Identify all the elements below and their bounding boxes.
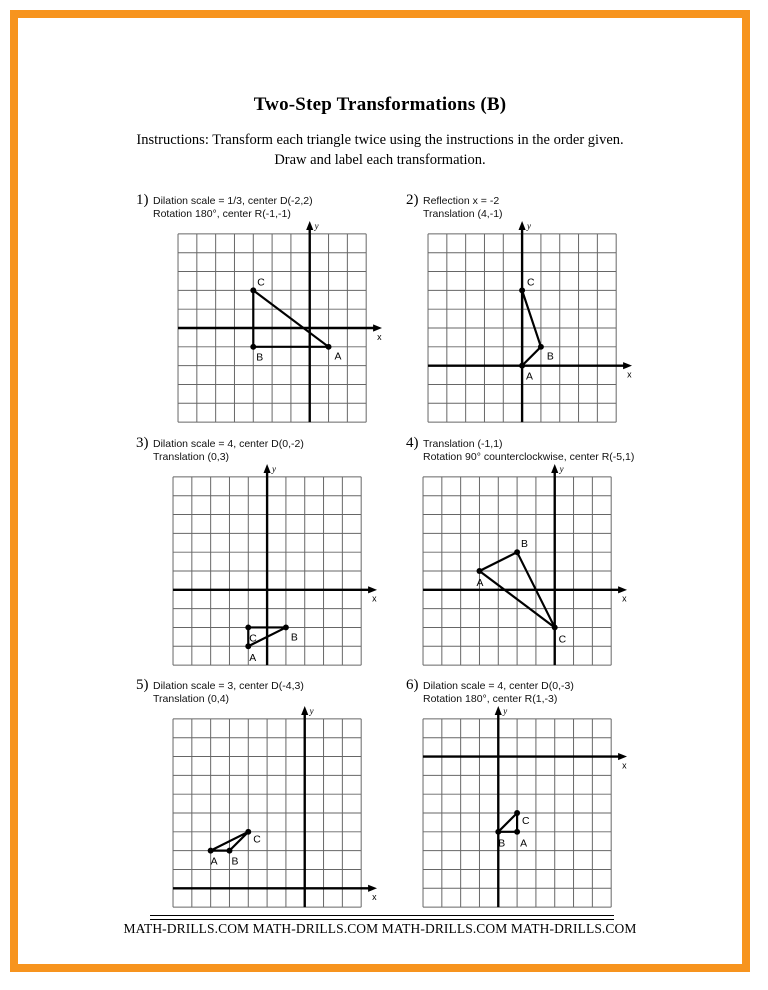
vertex-point-a — [514, 829, 520, 835]
vertex-point-b — [283, 624, 289, 630]
problem-2-number: 2) — [406, 192, 419, 208]
footer-divider-thin — [150, 919, 614, 920]
vertex-label-b: B — [290, 632, 298, 644]
problem-4-step-1: Translation (-1,1) — [423, 438, 503, 450]
x-axis-arrow-icon — [618, 753, 627, 760]
vertex-label-b: B — [498, 838, 506, 850]
vertex-point-a — [326, 344, 332, 350]
y-axis-label: y — [272, 463, 277, 474]
x-axis-arrow-icon — [623, 362, 632, 369]
vertex-label-c: C — [257, 277, 265, 289]
problem-2-heading — [406, 194, 696, 226]
grid-lines — [173, 719, 361, 907]
problem-6-graph-area — [406, 705, 696, 911]
vertex-label-a: A — [249, 653, 257, 665]
vertex-point-c — [250, 287, 256, 293]
problem-1 — [136, 194, 426, 426]
problem-6-number: 6) — [406, 677, 419, 693]
vertex-label-c: C — [558, 634, 567, 646]
x-axis-label: x — [377, 331, 382, 342]
problem-3-graph-area — [136, 463, 426, 669]
problem-4 — [406, 437, 696, 669]
y-axis-label: y — [314, 220, 319, 231]
coordinate-grid-1 — [176, 220, 382, 416]
x-axis-label: x — [372, 892, 377, 903]
coordinate-grid-4 — [421, 463, 627, 659]
problem-2-step-1: Reflection x = -2 — [423, 195, 500, 207]
vertex-label-a: A — [476, 577, 484, 589]
y-axis-label: y — [503, 705, 508, 716]
coordinate-grid-5 — [171, 705, 377, 903]
vertex-point-c — [245, 624, 251, 630]
vertex-label-b: B — [546, 351, 554, 363]
problem-5-graph-area — [136, 705, 426, 911]
instructions — [18, 130, 742, 170]
page-title: Two-Step Transformations (B) — [253, 94, 507, 115]
x-axis-label: x — [627, 369, 632, 380]
problem-5-step-1: Dilation scale = 3, center D(-4,3) — [153, 680, 304, 692]
problem-2 — [406, 194, 696, 426]
vertex-point-c — [519, 287, 525, 293]
problem-4-graph-area — [406, 463, 696, 669]
coordinate-grid-3 — [171, 463, 377, 665]
vertex-label-b: B — [256, 352, 264, 364]
x-axis-arrow-icon — [368, 586, 377, 593]
vertex-point-b — [538, 344, 544, 350]
vertex-label-c: C — [527, 277, 535, 289]
vertex-label-b: B — [521, 539, 528, 551]
vertex-label-c: C — [253, 834, 261, 846]
vertex-point-a — [208, 848, 214, 854]
vertex-label-a: A — [526, 371, 533, 383]
problem-3-instructions — [153, 438, 304, 465]
problem-2-step-2: Translation (4,-1) — [423, 208, 503, 221]
vertex-label-a: A — [210, 856, 218, 868]
vertex-point-b — [250, 344, 256, 350]
problem-6 — [406, 679, 696, 911]
problem-3-heading — [136, 437, 426, 469]
x-axis-arrow-icon — [368, 885, 377, 892]
problem-6-step-1: Dilation scale = 4, center D(0,-3) — [423, 680, 574, 692]
vertex-point-b — [514, 549, 520, 555]
y-axis-label: y — [309, 705, 314, 716]
vertex-label-c: C — [522, 815, 530, 827]
vertex-label-a: A — [334, 351, 342, 363]
x-axis-label: x — [372, 593, 377, 604]
problem-6-instructions — [423, 680, 574, 707]
problem-4-step-2: Rotation 90° counterclockwise, center R(-5,1) — [423, 451, 635, 464]
coordinate-grid-2 — [426, 220, 632, 416]
problem-5 — [136, 679, 426, 911]
vertex-point-c — [514, 810, 520, 816]
problem-6-heading — [406, 679, 696, 711]
vertex-label-c: C — [249, 633, 257, 645]
y-axis-label: y — [559, 463, 564, 474]
vertex-label-b: B — [231, 856, 239, 868]
x-axis-label: x — [622, 760, 627, 771]
problem-3 — [136, 437, 426, 669]
x-axis-arrow-icon — [618, 586, 627, 593]
instructions-line-1: Instructions: Transform each triangle twice using the instructions in the order given. — [136, 132, 624, 148]
triangle-6 — [498, 813, 517, 832]
problem-3-step-1: Dilation scale = 4, center D(0,-2) — [153, 438, 304, 450]
problem-1-heading — [136, 194, 426, 226]
problem-4-heading — [406, 437, 696, 469]
footer-divider — [150, 915, 614, 916]
x-axis-arrow-icon — [373, 324, 382, 331]
vertex-point-b — [495, 829, 501, 835]
vertex-point-b — [226, 848, 232, 854]
coordinate-grid-6 — [421, 705, 627, 901]
problem-5-number: 5) — [136, 677, 149, 693]
vertex-point-c — [245, 829, 251, 835]
problem-5-heading — [136, 679, 426, 711]
problem-1-number: 1) — [136, 192, 149, 208]
problem-4-instructions — [423, 438, 634, 465]
problem-1-step-2: Rotation 180°, center R(-1,-1) — [153, 208, 291, 221]
problem-3-number: 3) — [136, 435, 149, 451]
footer-text: MATH-DRILLS.COM MATH-DRILLS.COM MATH-DRILLS.COM MATH-DRILLS.COM — [123, 921, 637, 936]
problem-1-instructions — [153, 195, 313, 222]
problem-6-step-2: Rotation 180°, center R(1,-3) — [423, 693, 558, 706]
problem-2-instructions — [423, 195, 503, 222]
problem-1-step-1: Dilation scale = 1/3, center D(-2,2) — [153, 195, 313, 207]
grid-lines — [423, 477, 611, 665]
problem-1-graph-area — [136, 220, 426, 426]
instructions-line-2: Draw and label each transformation. — [274, 152, 486, 168]
vertex-point-c — [552, 624, 558, 630]
problem-5-step-2: Translation (0,4) — [153, 693, 230, 706]
problem-3-step-2: Translation (0,3) — [153, 451, 230, 464]
problem-5-instructions — [153, 680, 304, 707]
problem-4-number: 4) — [406, 435, 419, 451]
vertex-label-a: A — [520, 838, 527, 850]
x-axis-label: x — [622, 593, 627, 604]
worksheet-sheet — [18, 18, 742, 964]
y-axis-label: y — [527, 220, 532, 231]
problem-2-graph-area — [406, 220, 696, 426]
vertex-point-a — [519, 363, 525, 369]
vertex-point-a — [476, 568, 482, 574]
